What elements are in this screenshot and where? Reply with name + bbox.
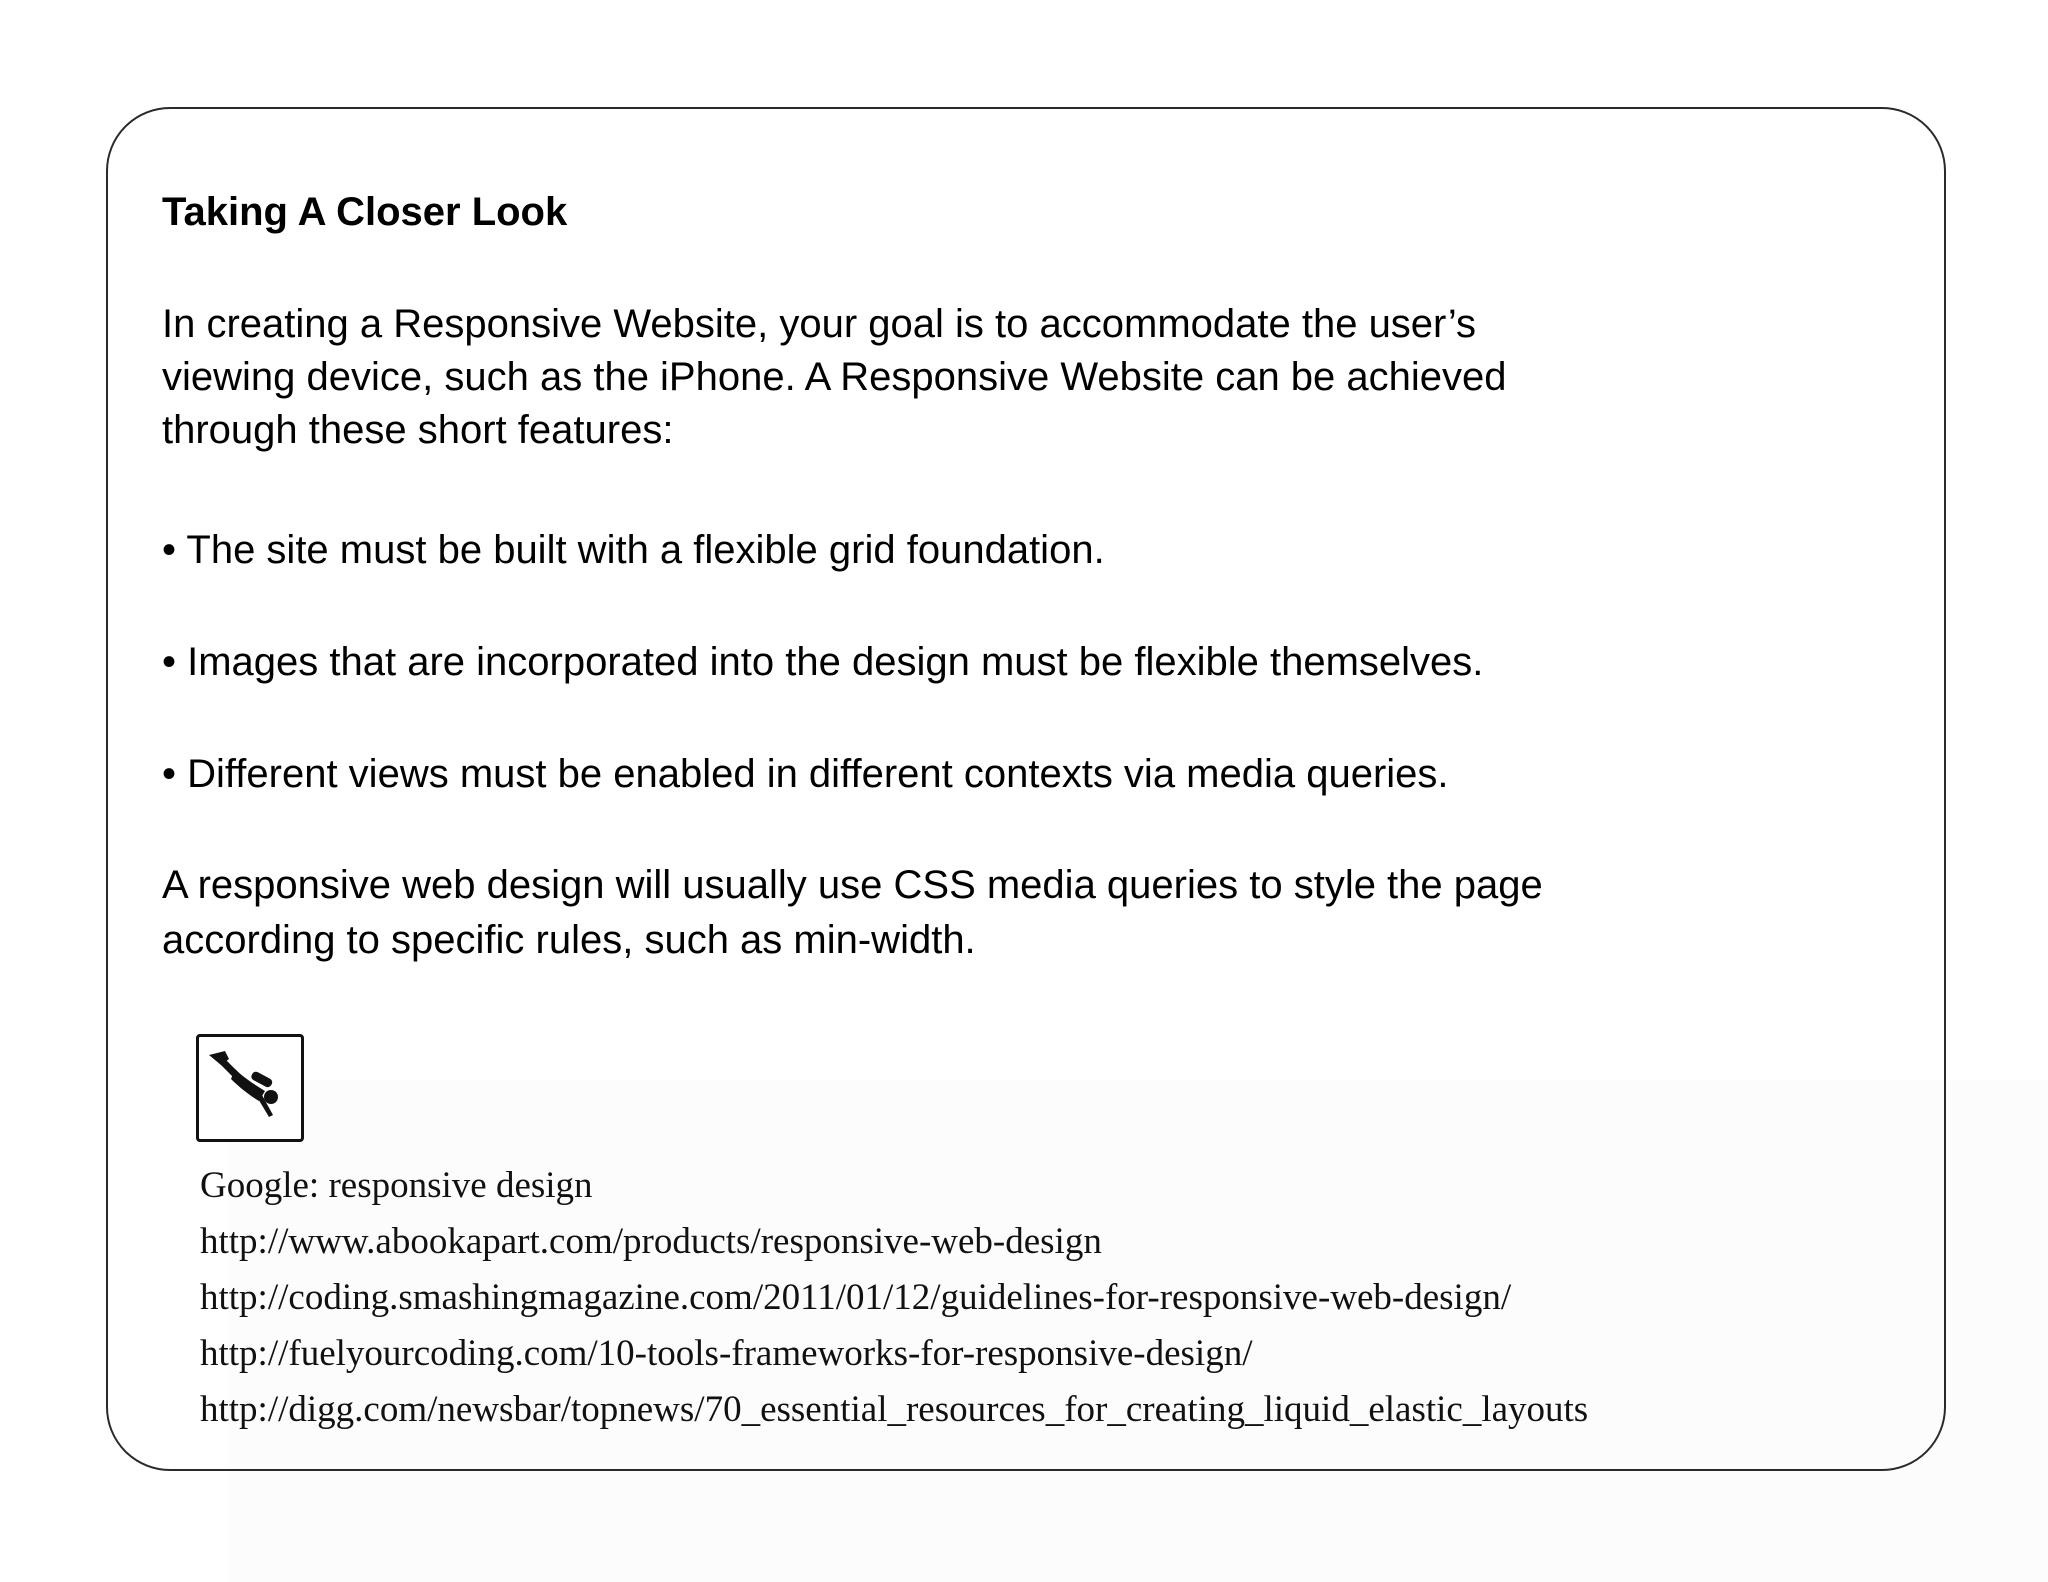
reference-link[interactable]: http://digg.com/newsbar/topnews/70_essential_resources_for_creating_liquid_elastic_layouts (200, 1389, 1589, 1430)
reference-link[interactable]: http://fuelyourcoding.com/10-tools-frameworks-for-responsive-design/ (200, 1333, 1253, 1374)
bullet-item: • The site must be built with a flexible grid foundation. (162, 528, 1105, 572)
intro-line: In creating a Responsive Website, your goal is to accommodate the user’s (162, 302, 1477, 346)
bullet-item: • Different views must be enabled in different contexts via media queries. (162, 752, 1449, 796)
summary-paragraph (162, 858, 1543, 968)
summary-line: according to specific rules, such as min-width. (162, 918, 976, 962)
summary-line: A responsive web design will usually use CSS media queries to style the page (162, 863, 1543, 907)
intro-line: through these short features: (162, 408, 674, 452)
scuba-diver-icon (196, 1034, 304, 1142)
reference-list (200, 1158, 1588, 1438)
intro-line: viewing device, such as the iPhone. A Responsive Website can be achieved (162, 355, 1507, 399)
reference-link[interactable]: http://www.abookapart.com/products/responsive-web-design (200, 1221, 1102, 1262)
reference-link[interactable]: http://coding.smashingmagazine.com/2011/01/12/guidelines-for-responsive-web-design/ (200, 1277, 1512, 1318)
slide-title: Taking A Closer Look (162, 190, 568, 234)
intro-paragraph (162, 298, 1507, 457)
reference-label: Google: responsive design (200, 1165, 593, 1206)
bullet-item: • Images that are incorporated into the design must be flexible themselves. (162, 640, 1484, 684)
